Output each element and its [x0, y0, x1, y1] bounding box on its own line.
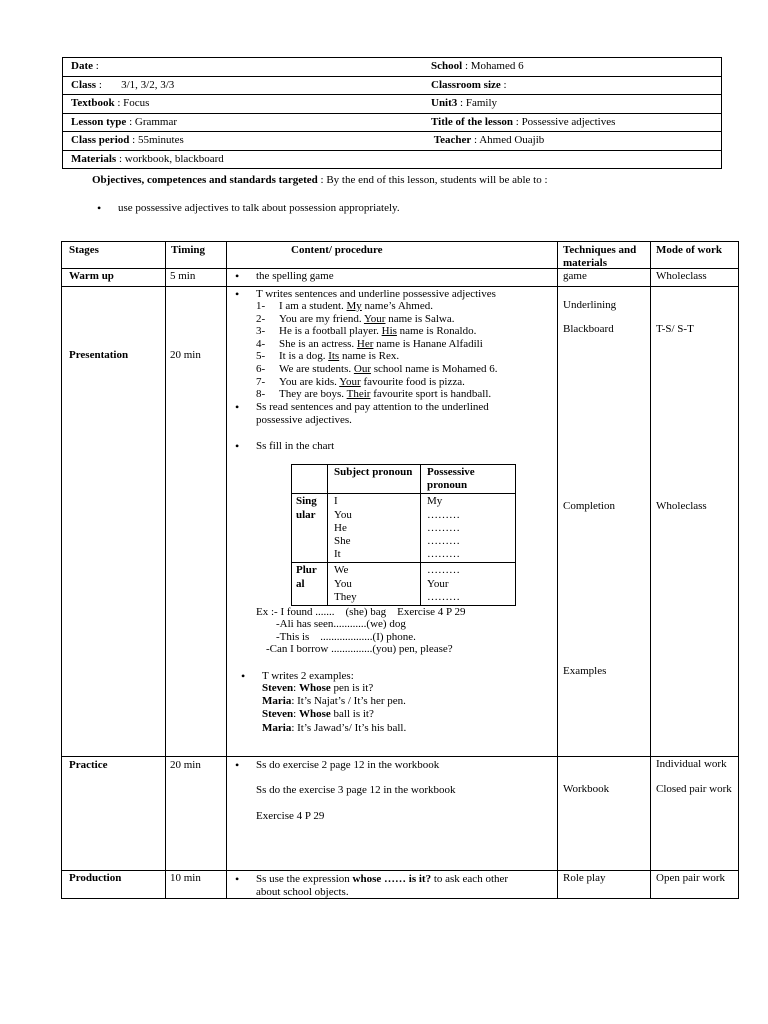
possessive-cell: ……… — [427, 508, 460, 521]
info-label: Title of the lesson — [431, 115, 513, 128]
presentation-read-instruction — [256, 401, 489, 427]
presentation-intro: • T writes sentences and underline possessive adjectives — [256, 288, 496, 301]
stage-practice: Practice — [69, 759, 108, 771]
timing-presentation: 20 min — [170, 349, 201, 361]
warmup-technique: game — [563, 270, 587, 282]
production-expression: whose …… is it? — [352, 873, 432, 885]
info-label: Textbook — [71, 97, 115, 110]
table-rule — [557, 241, 558, 899]
stage-production: Production — [69, 872, 122, 884]
sentence-num: 2- — [256, 312, 266, 325]
sentence-text: name is Salwa. — [385, 312, 455, 325]
practice-task: • Ss do exercise 2 page 12 in the workbook — [256, 759, 439, 772]
dialog-text: pen is it? — [330, 682, 374, 694]
stage-presentation: Presentation — [69, 349, 129, 361]
objectives-text: : By the end of this lesson, students will be able to : — [317, 174, 548, 186]
timing-practice: 20 min — [170, 759, 201, 771]
dialog-line — [262, 682, 406, 695]
dialog-keyword: Whose — [298, 708, 331, 721]
timing-warmup: 5 min — [170, 270, 196, 282]
table-rule — [61, 756, 739, 757]
sentence-possessive: Our — [353, 362, 371, 375]
timing-production: 10 min — [170, 872, 201, 884]
dialog-keyword: Whose — [298, 682, 331, 694]
production-task — [256, 873, 546, 899]
col-header-content: Content/ procedure — [291, 244, 383, 256]
production-text: Ss use the expression — [256, 873, 353, 885]
sentence-possessive: Their — [346, 388, 371, 401]
dialog-text: : It’s Jawad’s/ It’s his ball. — [291, 721, 407, 734]
sentence-num: 8- — [256, 388, 266, 401]
table-rule — [61, 241, 739, 242]
subject-pronoun: You — [334, 508, 352, 521]
info-teacher: Teacher : Ahmed Ouajib — [423, 132, 722, 151]
chart-singular-label: Sing ular — [292, 494, 328, 563]
subject-pronoun: She — [334, 534, 351, 547]
info-unit: Unit3 : Family — [423, 95, 722, 114]
chart-plural-label: Plur al — [292, 563, 328, 606]
exercise-line: -Ali has seen............(we) dog — [276, 618, 406, 630]
col-header-stages: Stages — [69, 244, 99, 256]
sentence-text: She is an actress. — [279, 337, 357, 350]
dialog-line — [262, 708, 406, 721]
sentence-text: It is a dog. — [279, 350, 329, 363]
table-rule — [226, 241, 227, 899]
info-lesson-type: Lesson type : Grammar — [63, 113, 424, 132]
col-header-mode: Mode of work — [656, 244, 722, 256]
sentence-text: You are kids. — [279, 375, 340, 388]
sentence-text: name is Ronaldo. — [396, 325, 477, 338]
possessive-cell: ……… — [427, 564, 460, 577]
sentence-possessive: His — [381, 325, 397, 338]
sentence-text: name’s Ahmed. — [361, 300, 433, 312]
info-value: Grammar — [134, 115, 178, 128]
chart-singular-possessives — [421, 494, 516, 563]
info-school: School : Mohamed 6 — [423, 58, 722, 77]
sentence-num: 3- — [256, 325, 266, 338]
info-value: 3/1, 3/2, 3/3 — [121, 78, 175, 91]
pronoun-chart — [291, 464, 516, 606]
info-row — [63, 95, 722, 114]
table-rule — [61, 870, 739, 871]
sentence-text: He is a football player. — [279, 325, 382, 338]
info-value: Family — [465, 97, 498, 110]
instruction-line: • Ss read sentences and pay attention to the underlined — [256, 401, 489, 413]
dialog-speaker: Maria — [262, 695, 292, 708]
subject-pronoun: I — [334, 495, 338, 508]
dialog-text: : It’s Najat’s / It’s her pen. — [291, 695, 406, 708]
mode-wholeclass: Wholeclass — [656, 500, 707, 512]
warmup-mode: Wholeclass — [656, 270, 707, 282]
dialog-line — [262, 695, 406, 708]
chart-singular-subjects — [328, 494, 421, 563]
presentation-fill-instruction: • Ss fill in the chart — [256, 440, 334, 453]
technique-examples: Examples — [563, 665, 607, 677]
info-label: Date — [71, 60, 93, 73]
info-class: Class : 3/1, 3/2, 3/3 — [63, 76, 424, 95]
info-date: Date : — [63, 58, 424, 77]
info-label: Teacher — [433, 134, 472, 147]
dialog-speaker: Maria — [262, 721, 292, 734]
production-technique: Role play — [563, 872, 606, 884]
dialog-line — [262, 722, 406, 735]
technique-blackboard: Blackboard — [563, 323, 614, 335]
info-value: Mohamed 6 — [470, 60, 524, 73]
info-textbook: Textbook : Focus — [63, 95, 424, 114]
sentence-possessive: Your — [339, 375, 361, 388]
info-label: Unit3 — [431, 97, 458, 110]
dialog-text: : — [293, 682, 299, 694]
chart-singular-row — [292, 494, 516, 563]
sentence-text: name is Rex. — [339, 350, 400, 363]
warmup-content: • the spelling game — [256, 270, 334, 283]
info-row — [63, 76, 722, 95]
possessive-cell: ……… — [427, 548, 460, 561]
exercise-line: -This is ...................(I) phone. — [276, 631, 416, 643]
info-row — [63, 132, 722, 151]
lesson-info-table — [62, 57, 722, 169]
info-label: School — [431, 60, 463, 73]
sentence-num: 7- — [256, 375, 266, 388]
sentence-num: 1- — [256, 300, 266, 312]
sentence-text: school name is Mohamed 6. — [370, 362, 498, 375]
sentence-text: favourite food is pizza. — [360, 375, 465, 388]
possessive-cell: Your — [427, 577, 449, 590]
col-header-techniques: Techniques and materials — [563, 244, 637, 270]
chart-header-row — [292, 465, 516, 494]
info-label: Classroom size — [431, 78, 501, 91]
sentence-possessive: Her — [356, 337, 374, 350]
chart-header-possessive: Possessive pronoun — [421, 465, 516, 494]
table-rule — [738, 241, 739, 899]
chart-plural-subjects — [328, 563, 421, 606]
sentence-possessive: Your — [363, 312, 386, 325]
practice-task: Ss do the exercise 3 page 12 in the workbook — [256, 784, 456, 796]
subject-pronoun: We — [334, 564, 349, 577]
possessive-cell: ……… — [427, 534, 460, 547]
exercise-line: -Can I borrow ...............(you) pen, please? — [266, 643, 453, 655]
examples-intro: • T writes 2 examples: — [262, 670, 354, 683]
production-line: about school objects. — [256, 886, 349, 899]
practice-mode-pair: Closed pair work — [656, 783, 732, 795]
sentence-text: name is Hanane Alfadili — [373, 337, 483, 350]
production-mode: Open pair work — [656, 872, 726, 884]
info-row — [63, 150, 722, 169]
sentence-possessive: Its — [328, 350, 340, 363]
sentence-num: 4- — [256, 337, 266, 350]
chart-corner — [292, 465, 328, 494]
table-rule — [165, 241, 166, 899]
chart-plural-row — [292, 563, 516, 606]
mode-tsst: T-S/ S-T — [656, 323, 694, 335]
table-rule — [61, 286, 739, 287]
info-materials: Materials : workbook, blackboard — [63, 150, 722, 169]
chart-plural-possessives — [421, 563, 516, 606]
practice-task: Exercise 4 P 29 — [256, 810, 325, 822]
sentence-text: You are my friend. — [279, 312, 364, 325]
subject-pronoun: He — [334, 521, 347, 534]
objective-item: • use possessive adjectives to talk about possession appropriately. — [118, 202, 400, 215]
technique-underlining: Underlining — [563, 299, 617, 311]
chart-header-subject: Subject pronoun — [328, 465, 421, 494]
objectives-heading — [92, 174, 548, 187]
possessive-cell: ……… — [427, 521, 460, 534]
dialog-text: ball is it? — [330, 708, 374, 721]
dialog-speaker: Steven — [262, 682, 294, 694]
sentence-num: 5- — [256, 350, 266, 363]
subject-pronoun: It — [334, 548, 341, 561]
dialog-speaker: Steven — [262, 708, 294, 721]
example-dialog — [262, 682, 406, 735]
possessive-cell: My — [427, 495, 443, 508]
production-line — [256, 873, 546, 886]
info-label: Class period — [71, 134, 130, 147]
exercise-line: Ex :- I found ....... (she) bag Exercise 4 P 29 — [256, 606, 466, 618]
info-label: Lesson type — [71, 115, 127, 128]
info-value: 55minutes — [137, 134, 184, 147]
info-value: Ahmed Ouajib — [479, 134, 545, 147]
info-value: workbook, blackboard — [124, 152, 224, 165]
stage-warmup: Warm up — [69, 270, 114, 282]
sentence-possessive: My — [346, 300, 362, 312]
subject-pronoun: They — [334, 590, 357, 603]
info-value: Possessive adjectives — [521, 115, 616, 128]
production-text: to ask each other — [431, 873, 509, 885]
practice-mode-individual: Individual work — [656, 758, 727, 770]
col-header-timing: Timing — [171, 244, 206, 256]
table-rule — [650, 241, 651, 899]
info-row — [63, 58, 722, 77]
info-value: Focus — [123, 97, 150, 110]
info-class-period: Class period : 55minutes — [63, 132, 424, 151]
technique-completion: Completion — [563, 500, 615, 512]
dialog-text: : — [293, 708, 299, 721]
sentence-text: We are students. — [279, 362, 354, 375]
sentence-text: favourite sport is handball. — [370, 388, 492, 401]
sentence-text: I am a student. — [279, 300, 347, 312]
sentence-text: They are boys. — [279, 388, 347, 401]
info-classroom-size: Classroom size : — [423, 76, 722, 95]
objectives-label: Objectives, competences and standards targeted — [92, 174, 318, 186]
possessive-cell: ……… — [427, 590, 460, 603]
info-row — [63, 113, 722, 132]
table-rule — [61, 241, 62, 899]
instruction-line: possessive adjectives. — [256, 414, 352, 427]
info-label: Class — [71, 78, 97, 91]
sentence-num: 6- — [256, 362, 266, 375]
practice-technique: Workbook — [563, 783, 610, 795]
subject-pronoun: You — [334, 577, 352, 590]
info-label: Materials — [71, 152, 117, 165]
info-title: Title of the lesson : Possessive adjectives — [423, 113, 722, 132]
